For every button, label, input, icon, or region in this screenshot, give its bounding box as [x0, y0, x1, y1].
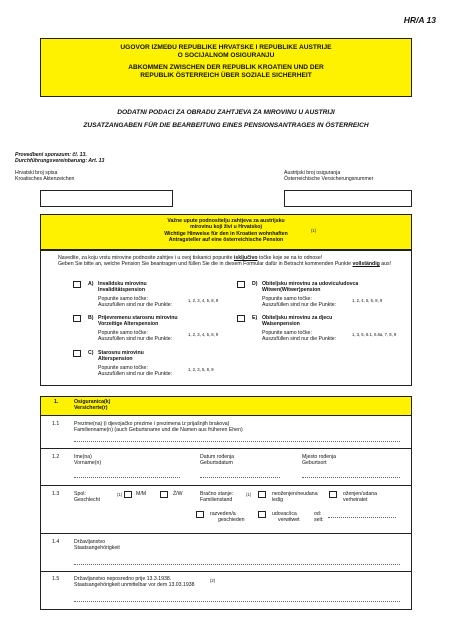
hr-file-number-label — [15, 170, 74, 183]
citizenship-label-de: Staatsangehörigkeit — [74, 545, 120, 552]
pension-fill-de: Auszufüllen sind nur die Punkte: — [262, 302, 337, 309]
pension-checkbox-c[interactable] — [73, 350, 81, 357]
pension-points: 1, 3, 5, 6.1, 6.6a, 7, 8, 9 — [352, 332, 397, 337]
widowed-label — [272, 511, 300, 524]
pension-name — [98, 315, 238, 328]
pension-name — [262, 281, 407, 294]
marital-footnote: (1) — [246, 492, 252, 497]
first-name-label-de: Vorname(n) — [74, 460, 102, 467]
since-date-field[interactable] — [328, 514, 396, 518]
hr-file-number-label-hr: Hrvatski broj spisa — [15, 170, 58, 176]
pension-name — [98, 281, 238, 294]
birth-date-label-de: Geburtsdatum — [200, 460, 233, 467]
pension-fill — [262, 330, 362, 343]
pension-fill — [98, 330, 198, 343]
pension-fill — [98, 365, 198, 378]
notice-line4: Antragsteller auf eine österreichische Pension — [168, 236, 284, 243]
pension-name-de: Alterspension — [98, 356, 133, 363]
subtitle-de: ZUSATZANGABEN FÜR DIE BEARBEITUNG EINES PENSIONSANTRAGES IN ÖSTERREICH — [83, 122, 369, 129]
pension-name-hr: Starosnu mirovinu — [98, 350, 144, 356]
widowed-checkbox[interactable] — [258, 511, 266, 518]
agreement-hr: Provedbeni sporazum: čl. 13. — [15, 152, 87, 158]
divorced-checkbox[interactable] — [196, 511, 204, 518]
pension-checkbox-b[interactable] — [73, 315, 81, 322]
citizenship-1938-field[interactable] — [74, 598, 400, 602]
at-insurance-number-label-de: Österreichische Versicherungsnummer — [284, 176, 374, 183]
section-1-title — [74, 399, 110, 412]
birth-place-label-de: Geburtsort — [302, 460, 327, 467]
widowed-label-de: verwitwet — [278, 517, 300, 524]
married-label-de: verheiratet — [343, 497, 368, 504]
notice-line3: Wichtige Hinweise für den in Kroatien wohnhaften — [164, 230, 288, 237]
citizenship-field[interactable] — [74, 561, 400, 565]
first-name-label — [74, 454, 101, 467]
title-de-line1: ABKOMMEN ZWISCHEN DER REPUBLIK KROATIEN UND DER — [128, 63, 324, 71]
form-code: HR/A 13 — [403, 15, 436, 25]
divorced-label-hr: razveden/a — [210, 511, 236, 517]
since-label-hr: od: — [314, 511, 322, 517]
marital-status-label-hr: Bračno stanje: — [200, 491, 234, 497]
marital-status-label-de: Familienstand — [200, 497, 233, 504]
pension-name-de: Invaliditätspension — [98, 287, 145, 294]
first-name-label-hr: Ime(na) — [74, 454, 92, 460]
title-de-line2: REPUBLIK ÖSTERREICH ÜBER SOZIALE SICHERHEIT — [140, 71, 312, 79]
birth-date-label-hr: Datum rođenja — [200, 454, 235, 460]
hr-file-number-field[interactable] — [40, 190, 173, 207]
surname-label-hr: Prezime(na) (i djevojačko prezime i prezimena iz prijašnjih brakova) — [74, 421, 230, 427]
widowed-label-hr: udovac/ica — [272, 511, 297, 517]
instructions-de — [58, 261, 408, 267]
pension-name-hr: Obiteljsku mirovinu za udovicu/udovca — [262, 281, 359, 287]
pension-name-de: Witwen(Witwer)pension — [262, 287, 321, 294]
married-label-hr: oženjen/udana — [343, 491, 378, 497]
pension-name-hr: Obiteljsku mirovinu za djecu — [262, 315, 333, 321]
section-1-title-de: Versicherte(r) — [74, 405, 108, 412]
notice-line2: mirovinu koji živi u Hrvatskoj — [190, 224, 262, 231]
divorced-label-de: geschieden — [218, 517, 245, 524]
divorced-label — [210, 511, 245, 524]
sex-label — [74, 491, 100, 504]
at-insurance-number-field[interactable] — [284, 190, 412, 207]
pension-letter: C) — [88, 350, 94, 356]
birth-place-label-hr: Mjesto rođenja — [302, 454, 337, 460]
pension-name-de: Vorzeitige Alterspension — [98, 321, 159, 328]
citizenship-1938-label-hr: Državljanstvo neposredno prije 13.3.1938. — [74, 576, 172, 582]
birth-date-label — [200, 454, 234, 467]
instructions-de-start: Geben Sie bitte an, welche Pension Sie beantragen und füllen Sie die in diesem Formular dafür in Betracht kommenden Punkte — [58, 261, 351, 268]
at-insurance-number-label — [284, 170, 373, 183]
surname-label-de: Familienname(n) (auch Geburtsname und die Namen aus früheren Ehen) — [74, 427, 243, 434]
agreement-reference — [15, 152, 104, 165]
citizenship-1938-footnote: (2) — [210, 578, 216, 583]
pension-fill — [262, 296, 362, 309]
single-label-hr: neoženjen/neudana — [272, 491, 318, 497]
pension-fill-hr: Popunite samo točke: — [262, 296, 312, 302]
pension-checkbox-d[interactable] — [237, 281, 245, 288]
instructions-hr-end: točke koje se na to odnose! — [259, 255, 323, 261]
row-number: 1.4 — [52, 539, 60, 545]
pension-fill-hr: Popunite samo točke: — [262, 330, 312, 336]
subtitle-hr: DODATNI PODACI ZA OBRADU ZAHTJEVA ZA MIROVINU U AUSTRIJI — [117, 109, 335, 116]
row-number: 1.1 — [52, 421, 60, 427]
title-block — [40, 38, 412, 97]
instructions-hr-emphasis: isključivo — [233, 255, 258, 261]
male-label: M/M — [136, 491, 147, 497]
hr-file-number-label-de: Kroatisches Aktenzeichen — [15, 176, 75, 183]
notice-line1: Važne upute podnositelju zahtjeva za austrijsku — [167, 218, 285, 224]
row-number: 1.5 — [52, 576, 60, 582]
pension-points: 1, 2, 3, 4, 5, 8, 9 — [188, 298, 219, 303]
pension-fill-hr: Popunite samo točke: — [98, 296, 148, 302]
citizenship-label-hr: Državljanstvo — [74, 539, 106, 545]
since-label-de: seit: — [314, 517, 324, 524]
title-hr-line1: UGOVOR IZMEĐU REPUBLIKE HRVATSKE I REPUBLIKE AUSTRIJE — [120, 44, 332, 51]
at-insurance-number-label-hr: Austrijski broj osiguranja — [284, 170, 341, 176]
birth-place-field[interactable] — [302, 474, 400, 478]
citizenship-label — [74, 539, 120, 552]
married-label — [343, 491, 377, 504]
row-number: 1.3 — [52, 491, 60, 497]
sex-label-hr: Spol: — [74, 491, 86, 497]
pension-letter: E) — [252, 315, 258, 321]
pension-fill — [98, 296, 198, 309]
sex-footnote: (1) — [117, 492, 123, 497]
pension-letter: B) — [88, 315, 94, 321]
instructions — [58, 255, 408, 268]
pension-name — [98, 350, 238, 363]
single-label — [272, 491, 318, 504]
pension-letter: A) — [88, 281, 94, 287]
subtitle — [20, 108, 432, 130]
pension-letter: D) — [252, 281, 258, 287]
pension-name — [262, 315, 407, 328]
pension-name-hr: Prijevremenu starosnu mirovinu — [98, 315, 178, 321]
birth-date-field[interactable] — [200, 474, 280, 478]
female-label: Ž/W — [173, 491, 183, 497]
pension-fill-hr: Popunite samo točke: — [98, 365, 148, 371]
pension-points: 1, 2, 4, 5, 6, 8, 9 — [352, 298, 383, 303]
section-1-title-hr: Osiguranica(k) — [74, 399, 111, 405]
instructions-hr-start: Navedite, za koju vrstu mirovine podnosite zahtjev i u ovoj tiskanici popunite — [58, 255, 233, 261]
pension-name-de: Waisenpension — [262, 321, 300, 328]
single-label-de: ledig — [272, 497, 283, 504]
surname-label — [74, 421, 243, 434]
pension-points: 1, 2, 3, 5, 8, 9 — [188, 367, 214, 372]
instructions-de-end: aus! — [381, 261, 392, 268]
pension-fill-de: Auszufüllen sind nur die Punkte: — [98, 336, 173, 343]
important-notice — [40, 214, 412, 250]
single-checkbox[interactable] — [258, 491, 266, 498]
pension-checkbox-e[interactable] — [237, 315, 245, 322]
pension-fill-de: Auszufüllen sind nur die Punkte: — [262, 336, 337, 343]
female-checkbox[interactable] — [160, 491, 168, 498]
marital-status-label — [200, 491, 233, 504]
pension-checkbox-a[interactable] — [73, 281, 81, 288]
male-checkbox[interactable] — [124, 491, 132, 498]
agreement-de: Durchführungsvereinbarung: Art. 13 — [15, 158, 105, 165]
sex-label-de: Geschlecht — [74, 497, 100, 504]
since-label — [314, 511, 324, 524]
title-hr-line2: O SOCIJALNOM OSIGURANJU — [177, 52, 275, 60]
pension-fill-hr: Popunite samo točke: — [98, 330, 148, 336]
surname-field[interactable] — [74, 438, 400, 442]
section-1-number: 1. — [54, 399, 59, 405]
birth-place-label — [302, 454, 336, 467]
pension-points: 1, 2, 3, 4, 5, 8, 9 — [188, 332, 219, 337]
notice-footnote: (1) — [311, 228, 317, 233]
pension-fill-de: Auszufüllen sind nur die Punkte: — [98, 302, 173, 309]
pension-name-hr: Invalidsku mirovinu — [98, 281, 147, 287]
pension-fill-de: Auszufüllen sind nur die Punkte: — [98, 371, 173, 378]
row-number: 1.2 — [52, 454, 60, 460]
citizenship-1938-label-de: Staatsangehörigkeit unmittelbar vor dem 13.03.1938 — [74, 582, 195, 589]
married-checkbox[interactable] — [329, 491, 337, 498]
instructions-de-emphasis: vollständig — [352, 261, 380, 268]
first-name-field[interactable] — [74, 474, 180, 478]
citizenship-1938-label — [74, 576, 195, 589]
